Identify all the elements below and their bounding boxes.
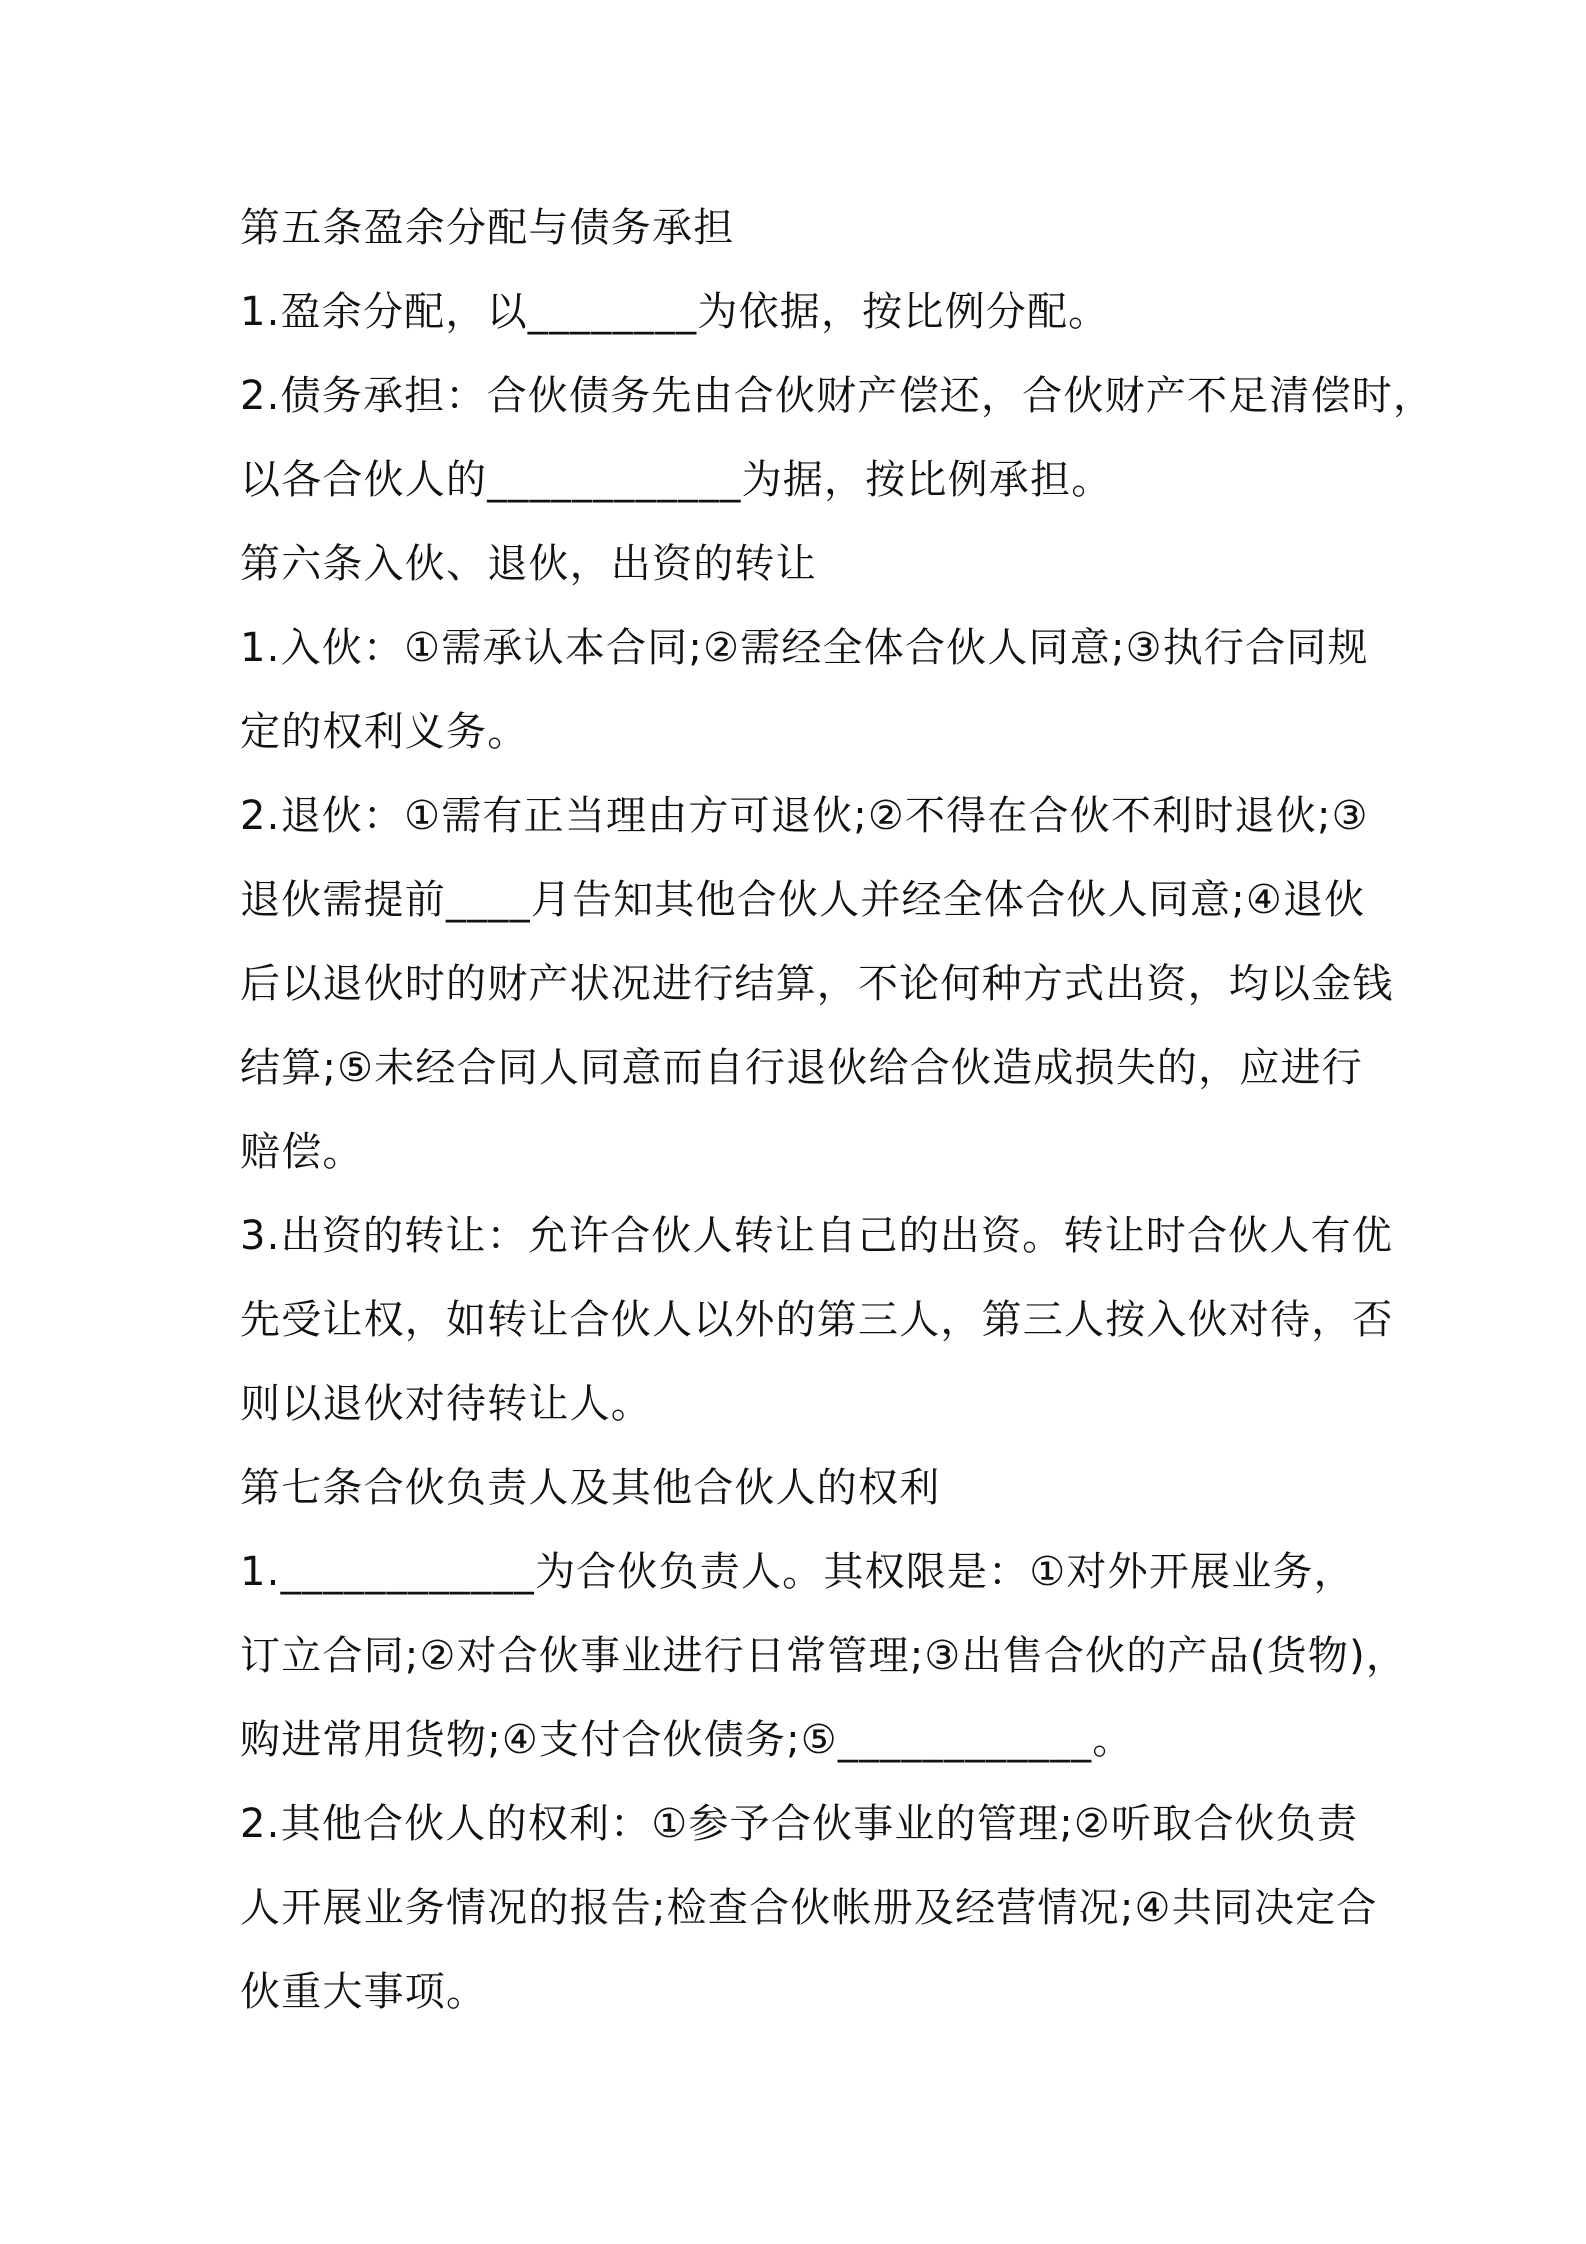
article-6-clause-3-cont-2: 则以退伙对待转让人。 — [240, 1381, 652, 1427]
article-7-clause-1: 1.____________为合伙负责人。其权限是：①对外开展业务， — [240, 1549, 1355, 1595]
article-6-heading: 第六条入伙、退伙，出资的转让 — [240, 541, 817, 587]
article-5-clause-2: 2.债务承担：合伙债务先由合伙财产偿还，合伙财产不足清偿时， — [240, 373, 1435, 419]
article-6-clause-1-cont: 定的权利义务。 — [240, 709, 529, 755]
article-6-clause-2-cont-1: 退伙需提前____月告知其他合伙人并经全体合伙人同意;④退伙 — [240, 877, 1366, 923]
article-5-clause-2-cont: 以各合伙人的____________为据，按比例承担。 — [240, 457, 1113, 503]
article-5-clause-1: 1.盈余分配，以________为依据，按比例分配。 — [240, 289, 1110, 335]
article-6-clause-3-cont-1: 先受让权，如转让合伙人以外的第三人，第三人按入伙对待，否 — [240, 1297, 1394, 1343]
article-7-clause-1-cont-2: 购进常用货物;④支付合伙债务;⑤____________。 — [240, 1717, 1134, 1763]
article-5-heading: 第五条盈余分配与债务承担 — [240, 205, 735, 251]
article-6-clause-2-cont-3: 结算;⑤未经合同人同意而自行退伙给合伙造成损失的，应进行 — [240, 1045, 1363, 1091]
article-7-clause-1-cont-1: 订立合同;②对合伙事业进行日常管理;③出售合伙的产品(货物)， — [240, 1633, 1408, 1679]
article-6-clause-3: 3.出资的转让：允许合伙人转让自己的出资。转让时合伙人有优 — [240, 1213, 1393, 1259]
article-6-clause-2: 2.退伙：①需有正当理由方可退伙;②不得在合伙不利时退伙;③ — [240, 793, 1369, 839]
article-7-clause-2-cont-1: 人开展业务情况的报告;检查合伙帐册及经营情况;④共同决定合 — [240, 1885, 1378, 1931]
article-7-clause-2: 2.其他合伙人的权利：①参予合伙事业的管理;②听取合伙负责 — [240, 1801, 1359, 1847]
article-7-heading: 第七条合伙负责人及其他合伙人的权利 — [240, 1465, 941, 1511]
article-6-clause-2-cont-4: 赔偿。 — [240, 1129, 364, 1175]
article-7-clause-2-cont-2: 伙重大事项。 — [240, 1969, 488, 2015]
article-6-clause-1: 1.入伙：①需承认本合同;②需经全体合伙人同意;③执行合同规 — [240, 625, 1369, 671]
article-6-clause-2-cont-2: 后以退伙时的财产状况进行结算，不论何种方式出资，均以金钱 — [240, 961, 1394, 1007]
